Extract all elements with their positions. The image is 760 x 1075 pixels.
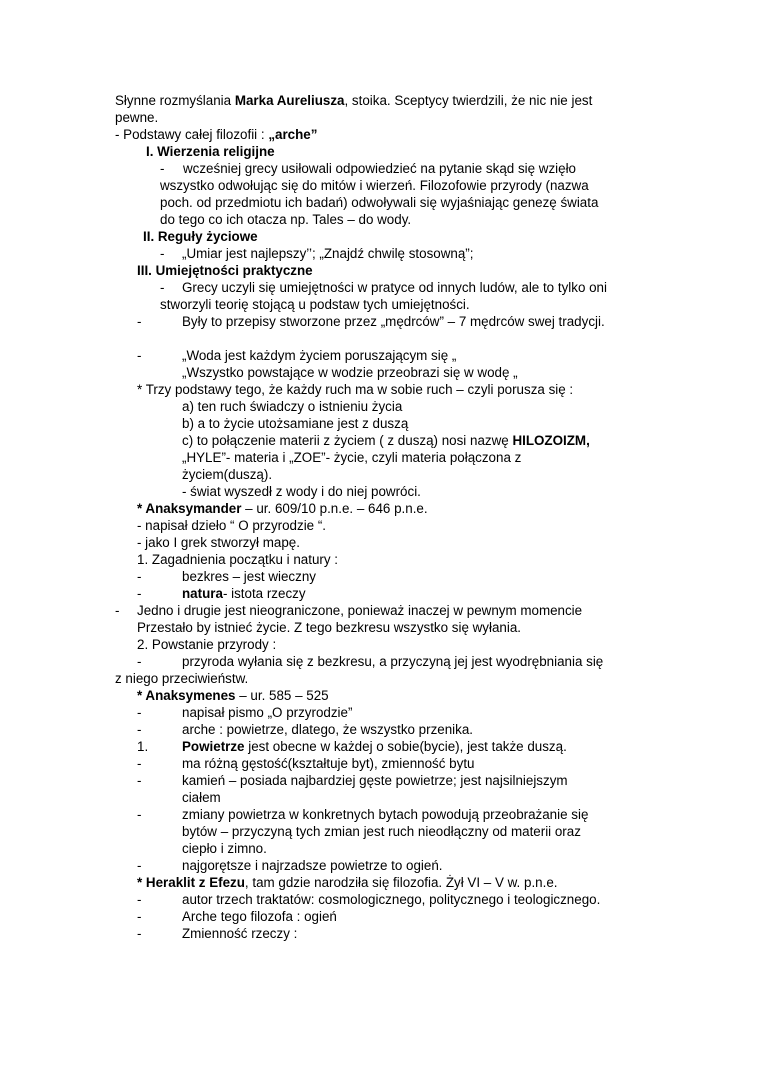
bullet-dash: - bbox=[137, 586, 142, 601]
bold-text: * Anaksymander bbox=[137, 501, 242, 516]
heading-text: I. Wierzenia religijne bbox=[146, 144, 275, 159]
text: – ur. 585 – 525 bbox=[235, 688, 329, 703]
text-line: napisał pismo „O przyrodzie” bbox=[182, 705, 353, 720]
bullet-dash: - bbox=[137, 858, 142, 873]
bullet-dash: - bbox=[137, 756, 142, 771]
bold-text: * Heraklit z Efezu bbox=[137, 875, 245, 890]
text: - istota rzeczy bbox=[222, 586, 306, 601]
text: Słynne rozmyślania bbox=[115, 93, 235, 108]
text-line: - napisał dzieło “ O przyrodzie “. bbox=[137, 518, 327, 533]
heading-text: II. Reguły życiowe bbox=[143, 229, 258, 244]
heading bbox=[146, 143, 275, 160]
text-line: 2. Powstanie przyrody : bbox=[137, 637, 277, 652]
text-line: b) a to życie utożsamiane jest z duszą bbox=[182, 416, 409, 431]
bold-text: HILOZOIZM, bbox=[512, 433, 590, 448]
heading bbox=[143, 228, 258, 245]
text: , tam gdzie narodziła się filozofia. Żył VI – V w. p.n.e. bbox=[244, 875, 558, 890]
text-line: bezkres – jest wieczny bbox=[182, 569, 316, 584]
text-line: poch. od przedmiotu ich badań) odwoływali się wyjaśniając genezę świata bbox=[160, 195, 599, 210]
text-line: pewne. bbox=[115, 110, 159, 125]
heading-text: III. Umiejętności praktyczne bbox=[137, 263, 313, 278]
text-line: Były to przepisy stworzone przez „mędrców” – 7 mędrców swej tradycji. bbox=[182, 314, 605, 329]
text-line: zmiany powietrza w konkretnych bytach powodują przeobrażanie się bbox=[182, 807, 589, 822]
bullet-dash: - bbox=[137, 892, 142, 907]
text-line bbox=[182, 738, 567, 755]
bold-text: * Anaksymenes bbox=[137, 688, 236, 703]
text-line: Jedno i drugie jest nieograniczone, ponieważ inaczej w pewnym momencie bbox=[137, 603, 583, 618]
text-line bbox=[115, 126, 317, 143]
text: jest obecne w każdej o sobie(bycie), jest także duszą. bbox=[244, 739, 567, 754]
bullet-dash: - bbox=[137, 348, 142, 363]
text-line: najgorętsze i najrzadsze powietrze to ogień. bbox=[182, 858, 443, 873]
text: c) to połączenie materii z życiem ( z duszą) nosi nazwę bbox=[182, 433, 513, 448]
text-line: - świat wyszedł z wody i do niej powróci. bbox=[182, 484, 421, 499]
text-line: wszystko odwołując się do mitów i wierzeń. Filozofowie przyrody (nazwa bbox=[160, 178, 589, 193]
list-number: 1. bbox=[137, 739, 149, 754]
text-line: przyroda wyłania się z bezkresu, a przyczyną jej jest wyodrębniania się bbox=[182, 654, 604, 669]
text-line bbox=[182, 432, 590, 449]
bullet-dash: - bbox=[160, 161, 165, 176]
text-line bbox=[182, 585, 306, 602]
bullet-dash: - bbox=[137, 926, 142, 941]
heading bbox=[137, 262, 313, 279]
text-line: ciepło i zimno. bbox=[182, 841, 267, 856]
bullet-dash: - bbox=[137, 314, 142, 329]
bullet-dash: - bbox=[160, 246, 165, 261]
bullet-dash: - bbox=[137, 807, 142, 822]
text-line: Zmienność rzeczy : bbox=[182, 926, 298, 941]
text-line: arche : powietrze, dlatego, że wszystko przenika. bbox=[182, 722, 474, 737]
bold-text: natura bbox=[182, 586, 223, 601]
text-line: ma różną gęstość(kształtuje byt), zmienność bytu bbox=[182, 756, 475, 771]
text: , stoika. Sceptycy twierdzili, że nic nie jest bbox=[344, 93, 593, 108]
bullet-dash: - bbox=[137, 722, 142, 737]
text-line bbox=[115, 92, 592, 109]
bullet-dash: - bbox=[115, 603, 120, 618]
bold-text: „arche” bbox=[268, 127, 318, 142]
text-line: kamień – posiada najbardziej gęste powietrze; jest najsilniejszym bbox=[182, 773, 568, 788]
text-line: stworzyli teorię stojącą u podstaw tych umiejętności. bbox=[160, 297, 470, 312]
text-line: 1. Zagadnienia początku i natury : bbox=[137, 552, 338, 567]
text-line: Arche tego filozofa : ogień bbox=[182, 909, 337, 924]
text-line: Przestało by istnieć życie. Z tego bezkresu wszystko się wyłania. bbox=[137, 620, 522, 635]
text-line: „Woda jest każdym życiem poruszającym się „ bbox=[182, 348, 457, 363]
text-line: a) ten ruch świadczy o istnieniu życia bbox=[182, 399, 403, 414]
bullet-dash: - bbox=[137, 705, 142, 720]
text-line: autor trzech traktatów: cosmologicznego, politycznego i teologicznego. bbox=[182, 892, 601, 907]
bullet-dash: - bbox=[137, 909, 142, 924]
text-line: - jako I grek stworzył mapę. bbox=[137, 535, 300, 550]
text-line: bytów – przyczyną tych zmian jest ruch nieodłączny od materii oraz bbox=[182, 824, 581, 839]
bold-text: Marka Aureliusza bbox=[234, 93, 345, 108]
text-line: wcześniej grecy usiłowali odpowiedzieć na pytanie skąd się wzięło bbox=[183, 161, 576, 176]
text-line: „Umiar jest najlepszy’’; „Znajdź chwilę stosowną”; bbox=[182, 246, 474, 261]
text: - Podstawy całej filozofii : bbox=[115, 127, 269, 142]
bullet-dash: - bbox=[160, 280, 165, 295]
text-line bbox=[137, 874, 558, 891]
text-line: „HYLE”- materia i „ZOE”- życie, czyli materia połączona z bbox=[182, 450, 522, 465]
text-line: Grecy uczyli się umiejętności w pratyce od innych ludów, ale to tylko oni bbox=[182, 280, 607, 295]
bold-text: Powietrze bbox=[182, 739, 245, 754]
text-line: * Trzy podstawy tego, że każdy ruch ma w sobie ruch – czyli porusza się : bbox=[137, 382, 574, 397]
text-line: do tego co ich otacza np. Tales – do wody. bbox=[160, 212, 412, 227]
bullet-dash: - bbox=[137, 654, 142, 669]
text-line bbox=[137, 500, 428, 517]
bullet-dash: - bbox=[137, 773, 142, 788]
text: – ur. 609/10 p.n.e. – 646 p.n.e. bbox=[241, 501, 428, 516]
text-line: z niego przeciwieństw. bbox=[115, 671, 249, 686]
text-line: życiem(duszą). bbox=[182, 467, 273, 482]
text-line bbox=[137, 687, 329, 704]
text-line: „Wszystko powstające w wodzie przeobrazi się w wodę „ bbox=[182, 365, 518, 380]
bullet-dash: - bbox=[137, 569, 142, 584]
text-line: ciałem bbox=[182, 790, 221, 805]
